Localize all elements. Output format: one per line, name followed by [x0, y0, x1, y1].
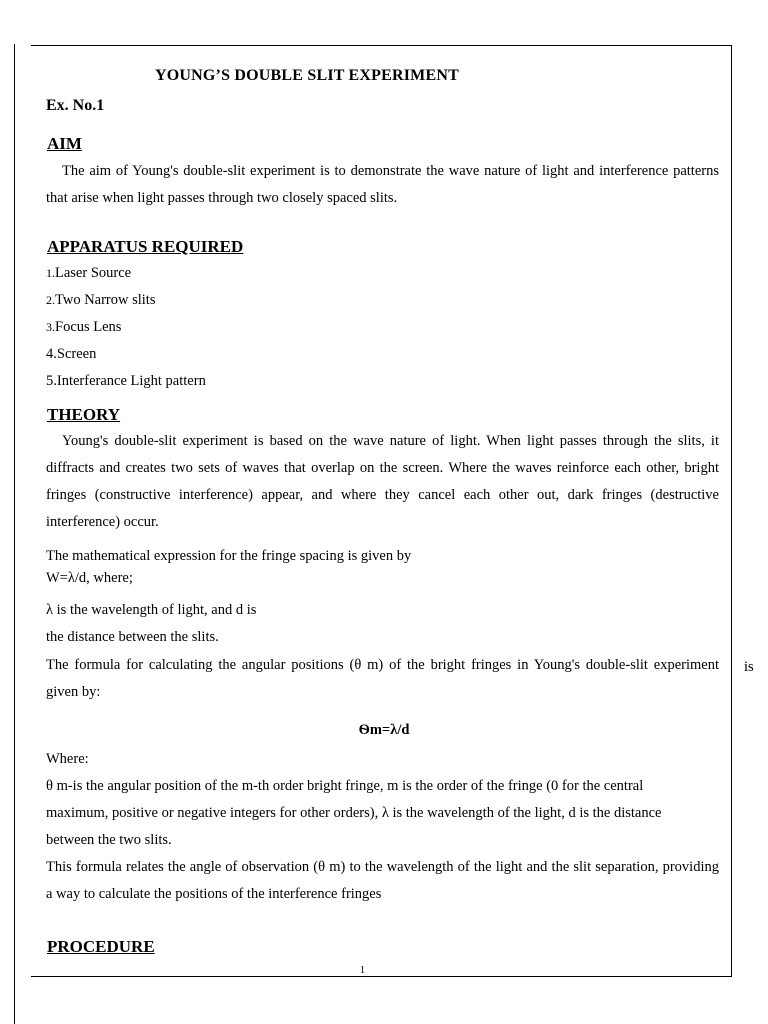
formula-relation-text: This formula relates the angle of observation (θ m) to the wavelength of the light and the slit separation, providing a way to calculate the positions of the interference fringes	[46, 859, 719, 902]
apparatus-item: 3.Focus Lens	[46, 319, 122, 335]
apparatus-heading: APPARATUS REQUIRED	[47, 237, 244, 256]
angular-position-given: given by:	[46, 684, 101, 700]
page-number: 1	[360, 965, 365, 976]
apparatus-item: 1.Laser Source	[46, 265, 132, 281]
apparatus-item: 2.Two Narrow slits	[46, 292, 156, 308]
angular-position-intro: The formula for calculating the angular positions (θ m) of the bright fringes in Young's double-slit experiment	[46, 657, 719, 673]
aim-text: The aim of Young's double-slit experiment is to demonstrate the wave nature of light and interference patterns that arise when light passes through two closely spaced slits.	[46, 163, 719, 206]
theory-heading: THEORY	[47, 405, 121, 424]
fringe-spacing-formula: W=λ/d, where;	[46, 570, 133, 586]
where-definitions: θ m-is the angular position of the m-th order bright fringe, m is the order of the fringe (0 for the central maximum, positive or negative integers for other orders), λ is the wavelength of the light, d is the distance between the two slits.	[46, 778, 662, 848]
aim-heading: AIM	[47, 134, 82, 153]
where-label: Where:	[46, 751, 89, 767]
fringe-spacing-intro: The mathematical expression for the fringe spacing is given by	[46, 548, 412, 564]
angular-formula: Ѳm=λ/d	[358, 722, 410, 738]
experiment-number: Ex. No.1	[46, 97, 105, 114]
apparatus-item: 4.Screen	[46, 346, 97, 362]
margin-line	[14, 44, 15, 1024]
theory-paragraph: Young's double-slit experiment is based on the wave nature of light. When light passes through the slits, it diffracts and creates two sets of waves that overlap on the screen. Where the waves reinforce each other, bright fringes (constructive interference) appear, and where they cancel each other out, dark fringes (destructive interference) occur.	[46, 433, 719, 530]
procedure-heading: PROCEDURE	[47, 937, 155, 956]
angular-position-is: is	[744, 659, 754, 675]
apparatus-item: 5.Interferance Light pattern	[46, 373, 206, 389]
slit-distance-definition: the distance between the slits.	[46, 629, 219, 645]
lambda-definition: λ is the wavelength of light, and d is	[46, 602, 257, 618]
document-title: YOUNG’S DOUBLE SLIT EXPERIMENT	[155, 67, 459, 84]
